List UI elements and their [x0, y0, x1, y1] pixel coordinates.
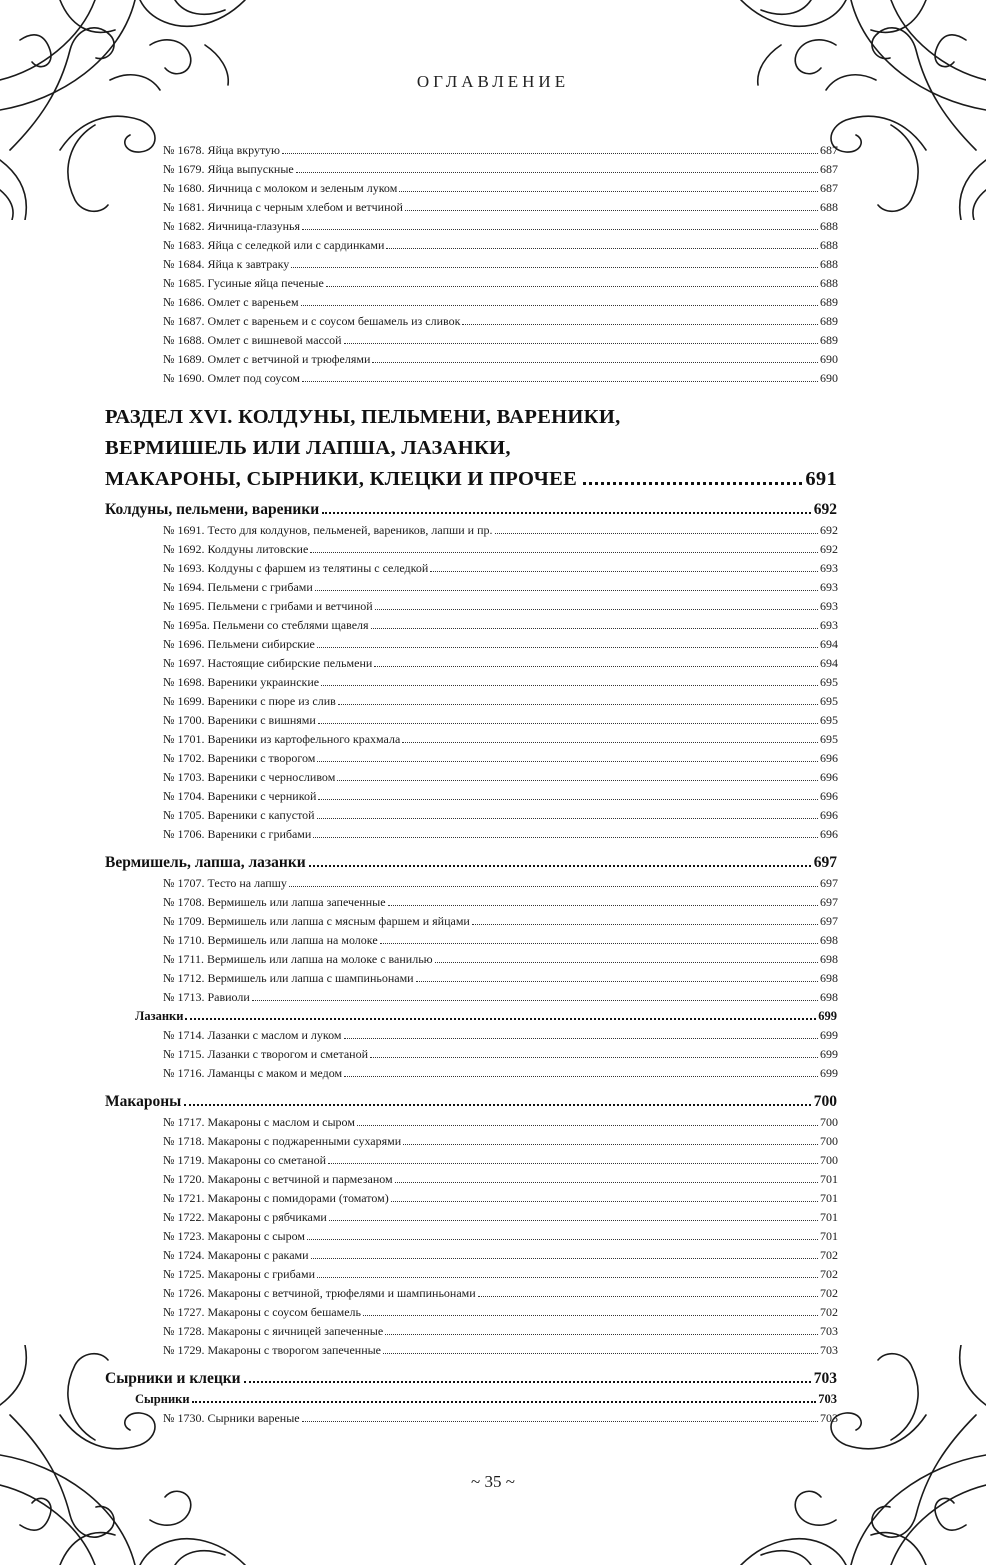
- toc-entry-label: № 1688. Омлет с вишневой массой: [163, 333, 342, 347]
- toc-entry-label: № 1712. Вермишель или лапша с шампиньонами: [163, 971, 414, 985]
- subsubsection-heading[interactable]: [105, 1007, 837, 1026]
- leader-dots: [435, 962, 818, 963]
- section-heading-line: РАЗДЕЛ XVI. КОЛДУНЫ, ПЕЛЬМЕНИ, ВАРЕНИКИ,: [105, 406, 621, 428]
- leader-dots: [375, 609, 818, 610]
- toc-entry-label: № 1730. Сырники вареные: [163, 1411, 300, 1425]
- toc-entry-page: 702: [820, 1267, 838, 1281]
- toc-entry[interactable]: [105, 711, 838, 730]
- table-of-contents: [105, 141, 837, 1428]
- toc-entry[interactable]: [105, 1341, 838, 1360]
- toc-entry-page: 699: [820, 1047, 838, 1061]
- leader-dots: [386, 248, 818, 249]
- leader-dots: [315, 590, 818, 591]
- subsubsection-page: 699: [818, 1009, 837, 1023]
- toc-entry[interactable]: [105, 749, 838, 768]
- toc-entry[interactable]: [105, 217, 838, 236]
- toc-entry-page: 699: [820, 1066, 838, 1080]
- toc-entry-page: 703: [820, 1343, 838, 1357]
- leader-dots: [322, 512, 811, 514]
- toc-entry[interactable]: [105, 950, 838, 969]
- leader-dots: [252, 1000, 818, 1001]
- leader-dots: [383, 1353, 818, 1354]
- toc-entry[interactable]: [105, 331, 838, 350]
- toc-entry-page: 695: [820, 713, 838, 727]
- toc-entry-page: 689: [820, 295, 838, 309]
- toc-entry[interactable]: [105, 912, 838, 931]
- toc-entry-label: № 1701. Вареники из картофельного крахмала: [163, 732, 401, 746]
- toc-entry-label: № 1705. Вареники с капустой: [163, 808, 315, 822]
- toc-entry-label: № 1728. Макароны с яичницей запеченные: [163, 1324, 384, 1338]
- toc-entry[interactable]: [105, 274, 838, 293]
- toc-entry-page: 699: [820, 1028, 838, 1042]
- toc-entry[interactable]: [105, 1026, 838, 1045]
- toc-entry-label: № 1721. Макароны с помидорами (томатом): [163, 1191, 389, 1205]
- toc-entry-label: № 1727. Макароны с соусом бешамель: [163, 1305, 362, 1319]
- toc-entry[interactable]: [105, 293, 838, 312]
- toc-entry[interactable]: [105, 1246, 838, 1265]
- toc-entry-label: № 1717. Макароны с маслом и сыром: [163, 1115, 355, 1129]
- toc-entry-page: 698: [820, 933, 838, 947]
- leader-dots: [311, 1258, 818, 1259]
- toc-entry[interactable]: [105, 141, 838, 160]
- toc-entry-label: № 1706. Вареники с грибами: [163, 827, 312, 841]
- toc-entry[interactable]: [105, 255, 838, 274]
- toc-entry-label: № 1719. Макароны со сметаной: [163, 1153, 327, 1167]
- toc-entry[interactable]: [105, 312, 838, 331]
- toc-entry-label: № 1683. Яйца с селедкой или с сардинками: [163, 238, 385, 252]
- toc-entry-page: 688: [820, 219, 838, 233]
- leader-dots: [321, 685, 818, 686]
- subsection-title: Вермишель, лапша, лазанки: [105, 854, 306, 871]
- leader-dots: [318, 723, 818, 724]
- toc-entry[interactable]: [105, 969, 838, 988]
- toc-entry-page: 697: [820, 895, 838, 909]
- leader-dots: [402, 742, 818, 743]
- toc-entry-label: № 1691. Тесто для колдунов, пельменей, вареников, лапши и пр.: [163, 523, 493, 537]
- toc-entry-page: 693: [820, 618, 838, 632]
- toc-entry-page: 690: [820, 371, 838, 385]
- toc-entry-label: № 1685. Гусиные яйца печеные: [163, 276, 324, 290]
- toc-entry[interactable]: [105, 635, 838, 654]
- leader-dots: [184, 1104, 811, 1106]
- subsection-title: Макароны: [105, 1093, 182, 1110]
- leader-dots: [338, 704, 818, 705]
- toc-entry-label: № 1714. Лазанки с маслом и луком: [163, 1028, 342, 1042]
- toc-entry-page: 698: [820, 971, 838, 985]
- toc-entry-page: 698: [820, 952, 838, 966]
- toc-entry-label: № 1682. Яичница-глазунья: [163, 219, 301, 233]
- toc-entry-label: № 1687. Омлет с вареньем и с соусом бешамель из сливок: [163, 314, 461, 328]
- toc-entry-page: 700: [820, 1115, 838, 1129]
- subsection-title: Сырники и клецки: [105, 1370, 241, 1387]
- toc-entry-label: № 1694. Пельмени с грибами: [163, 580, 313, 594]
- leader-dots: [391, 1201, 818, 1202]
- toc-entry[interactable]: [105, 654, 838, 673]
- toc-entry[interactable]: [105, 931, 838, 950]
- leader-dots: [405, 210, 818, 211]
- toc-entry-page: 701: [820, 1210, 838, 1224]
- toc-entry-label: № 1720. Макароны с ветчиной и пармезаном: [163, 1172, 393, 1186]
- toc-entry[interactable]: [105, 806, 838, 825]
- section-heading-line: ВЕРМИШЕЛЬ ИЛИ ЛАПША, ЛАЗАНКИ,: [105, 437, 511, 459]
- subsection-heading[interactable]: [105, 499, 837, 521]
- leader-dots: [472, 924, 818, 925]
- leader-dots: [296, 172, 818, 173]
- toc-entry-label: № 1698. Вареники украинские: [163, 675, 320, 689]
- running-title: ОГЛАВЛЕНИЕ: [416, 72, 570, 91]
- leader-dots: [344, 1038, 819, 1039]
- toc-entry-page: 696: [820, 827, 838, 841]
- leader-dots: [388, 905, 818, 906]
- toc-entry-label: № 1729. Макароны с творогом запеченные: [163, 1343, 381, 1357]
- toc-entry-page: 702: [820, 1248, 838, 1262]
- leader-dots: [328, 1163, 818, 1164]
- toc-entry[interactable]: [105, 1189, 838, 1208]
- leader-dots: [291, 267, 818, 268]
- toc-entry-label: № 1710. Вермишель или лапша на молоке: [163, 933, 378, 947]
- toc-entry-label: № 1726. Макароны с ветчиной, трюфелями и шампиньонами: [163, 1286, 476, 1300]
- toc-entry-page: 698: [820, 990, 838, 1004]
- toc-entry-page: 692: [820, 542, 838, 556]
- leader-dots: [395, 1182, 818, 1183]
- toc-entry[interactable]: [105, 1284, 838, 1303]
- section-heading-line: МАКАРОНЫ, СЫРНИКИ, КЛЕЦКИ И ПРОЧЕЕ: [105, 468, 578, 490]
- subsubsection-title: Лазанки: [135, 1009, 184, 1023]
- leader-dots: [374, 666, 818, 667]
- toc-entry-label: № 1686. Омлет с вареньем: [163, 295, 299, 309]
- leader-dots: [403, 1144, 818, 1145]
- toc-entry-label: № 1695а. Пельмени со стеблями щавеля: [163, 618, 369, 632]
- section-heading[interactable]: [105, 402, 837, 495]
- toc-entry[interactable]: [105, 1409, 838, 1428]
- leader-dots: [317, 1277, 818, 1278]
- toc-entry-label: № 1692. Колдуны литовские: [163, 542, 309, 556]
- toc-entry-label: № 1690. Омлет под соусом: [163, 371, 301, 385]
- leader-dots: [244, 1381, 811, 1383]
- toc-entry-label: № 1679. Яйца выпускные: [163, 162, 294, 176]
- toc-entry[interactable]: [105, 730, 838, 749]
- toc-entry-label: № 1724. Макароны с раками: [163, 1248, 309, 1262]
- leader-dots: [462, 324, 818, 325]
- toc-entry-page: 694: [820, 656, 838, 670]
- toc-entry[interactable]: [105, 540, 838, 559]
- toc-entry-page: 695: [820, 694, 838, 708]
- leader-dots: [495, 533, 819, 534]
- toc-entry-page: 700: [820, 1153, 838, 1167]
- subsection-page: 703: [813, 1370, 837, 1387]
- toc-entry-page: 696: [820, 808, 838, 822]
- toc-entry-label: № 1678. Яйца вкрутую: [163, 143, 281, 157]
- toc-entry-page: 688: [820, 200, 838, 214]
- toc-entry[interactable]: [105, 1227, 838, 1246]
- toc-entry-label: № 1684. Яйца к завтраку: [163, 257, 290, 271]
- toc-entry-label: № 1725. Макароны с грибами: [163, 1267, 316, 1281]
- toc-entry-label: № 1722. Макароны с рябчиками: [163, 1210, 327, 1224]
- toc-entry[interactable]: [105, 1045, 838, 1064]
- subsection-page: 700: [813, 1093, 837, 1110]
- toc-entry[interactable]: [105, 1064, 838, 1083]
- toc-entry[interactable]: [105, 1113, 838, 1132]
- leader-dots: [317, 647, 818, 648]
- toc-entry-label: № 1700. Вареники с вишнями: [163, 713, 316, 727]
- toc-entry-page: 687: [820, 162, 838, 176]
- leader-dots: [344, 1076, 818, 1077]
- leader-dots: [385, 1334, 818, 1335]
- toc-entry[interactable]: [105, 160, 838, 179]
- toc-entry[interactable]: [105, 1303, 838, 1322]
- leader-dots: [344, 343, 818, 344]
- subsubsection-page: 703: [818, 1392, 837, 1406]
- toc-entry-page: 702: [820, 1305, 838, 1319]
- leader-dots: [313, 837, 818, 838]
- leader-dots: [478, 1296, 818, 1297]
- toc-entry-page: 703: [820, 1411, 838, 1425]
- toc-entry-page: 701: [820, 1172, 838, 1186]
- leader-dots: [329, 1220, 818, 1221]
- toc-entry-page: 690: [820, 352, 838, 366]
- leader-dots: [337, 780, 818, 781]
- toc-entry[interactable]: [105, 893, 838, 912]
- toc-entry-label: № 1709. Вермишель или лапша с мясным фаршем и яйцами: [163, 914, 470, 928]
- toc-entry[interactable]: [105, 692, 838, 711]
- entry-list-top: [105, 141, 837, 388]
- toc-entry-page: 700: [820, 1134, 838, 1148]
- toc-entry[interactable]: [105, 350, 838, 369]
- toc-entry-label: № 1696. Пельмени сибирские: [163, 637, 315, 651]
- page-number: ~ 35 ~: [471, 1472, 515, 1491]
- toc-entry[interactable]: [105, 1132, 838, 1151]
- toc-entry-label: № 1702. Вареники с творогом: [163, 751, 316, 765]
- leader-dots: [326, 286, 818, 287]
- toc-entry[interactable]: [105, 521, 838, 540]
- leader-dots: [185, 1018, 816, 1020]
- toc-entry[interactable]: [105, 179, 838, 198]
- toc-entry[interactable]: [105, 1170, 838, 1189]
- toc-entry[interactable]: [105, 1322, 838, 1341]
- subsection-page: 692: [813, 501, 837, 518]
- toc-entry-page: 701: [820, 1191, 838, 1205]
- toc-entry-label: № 1697. Настоящие сибирские пельмени: [163, 656, 373, 670]
- toc-entry-page: 693: [820, 599, 838, 613]
- leader-dots: [192, 1401, 817, 1403]
- toc-entry-label: № 1711. Вермишель или лапша на молоке с ванилью: [163, 952, 433, 966]
- toc-entry-page: 693: [820, 580, 838, 594]
- toc-entry[interactable]: [105, 236, 838, 255]
- toc-entry-label: № 1713. Равиоли: [163, 990, 250, 1004]
- leader-dots: [318, 799, 818, 800]
- toc-entry-label: № 1707. Тесто на лапшу: [163, 876, 287, 890]
- subsection-heading[interactable]: [105, 852, 837, 874]
- toc-entry-label: № 1693. Колдуны с фаршем из телятины с селедкой: [163, 561, 429, 575]
- leader-dots: [309, 865, 811, 867]
- toc-entry-label: № 1708. Вермишель или лапша запеченные: [163, 895, 386, 909]
- leader-dots: [372, 362, 818, 363]
- subsubsection-heading[interactable]: [105, 1390, 837, 1409]
- toc-entry[interactable]: [105, 559, 838, 578]
- toc-entry-page: 687: [820, 181, 838, 195]
- subsection-heading[interactable]: [105, 1091, 837, 1113]
- toc-entry[interactable]: [105, 673, 838, 692]
- leader-dots: [371, 628, 818, 629]
- subsection-page: 697: [813, 854, 837, 871]
- toc-entry-label: № 1723. Макароны с сыром: [163, 1229, 305, 1243]
- toc-entry-page: 696: [820, 789, 838, 803]
- toc-entry-page: 694: [820, 637, 838, 651]
- toc-entry-label: № 1703. Вареники с черносливом: [163, 770, 336, 784]
- leader-dots: [310, 552, 818, 553]
- toc-entry-page: 688: [820, 257, 838, 271]
- leader-dots: [317, 818, 818, 819]
- toc-entry-page: 703: [820, 1324, 838, 1338]
- toc-entry-label: № 1695. Пельмени с грибами и ветчиной: [163, 599, 373, 613]
- toc-entry-page: 688: [820, 276, 838, 290]
- toc-entry-page: 693: [820, 561, 838, 575]
- leader-dots: [289, 886, 818, 887]
- toc-entry[interactable]: [105, 1265, 838, 1284]
- section-page: 691: [805, 468, 837, 490]
- toc-entry[interactable]: [105, 825, 838, 844]
- leader-dots: [357, 1125, 818, 1126]
- toc-entry[interactable]: [105, 198, 838, 217]
- toc-entry-page: 695: [820, 675, 838, 689]
- leader-dots: [430, 571, 818, 572]
- toc-entry-label: № 1680. Яичница с молоком и зеленым луком: [163, 181, 398, 195]
- toc-entry[interactable]: [105, 616, 838, 635]
- leader-dots: [307, 1239, 818, 1240]
- toc-entry-page: 696: [820, 751, 838, 765]
- leader-dots: [416, 981, 818, 982]
- toc-entry[interactable]: [105, 874, 838, 893]
- toc-entry-page: 701: [820, 1229, 838, 1243]
- leader-dots: [583, 482, 802, 485]
- leader-dots: [302, 229, 818, 230]
- toc-entry-page: 697: [820, 876, 838, 890]
- toc-entry-page: 702: [820, 1286, 838, 1300]
- toc-entry[interactable]: [105, 787, 838, 806]
- toc-entry[interactable]: [105, 597, 838, 616]
- toc-entry-page: 697: [820, 914, 838, 928]
- toc-entry-label: № 1699. Вареники с пюре из слив: [163, 694, 336, 708]
- toc-entry[interactable]: [105, 369, 838, 388]
- subsection-title: Колдуны, пельмени, вареники: [105, 501, 320, 518]
- toc-entry-page: 687: [820, 143, 838, 157]
- toc-entry-label: № 1716. Ламанцы с маком и медом: [163, 1066, 343, 1080]
- toc-entry-label: № 1689. Омлет с ветчиной и трюфелями: [163, 352, 371, 366]
- subsection-heading[interactable]: [105, 1368, 837, 1390]
- toc-entry[interactable]: [105, 1151, 838, 1170]
- toc-entry-page: 692: [820, 523, 838, 537]
- leader-dots: [301, 305, 818, 306]
- toc-entry-page: 689: [820, 333, 838, 347]
- toc-entry-page: 696: [820, 770, 838, 784]
- leader-dots: [317, 761, 818, 762]
- toc-entry[interactable]: [105, 988, 838, 1007]
- leader-dots: [302, 1421, 818, 1422]
- toc-entry-label: № 1718. Макароны с поджаренными сухарями: [163, 1134, 402, 1148]
- toc-entry[interactable]: [105, 1208, 838, 1227]
- leader-dots: [370, 1057, 818, 1058]
- leader-dots: [302, 381, 818, 382]
- toc-entry-label: № 1715. Лазанки с творогом и сметаной: [163, 1047, 369, 1061]
- leader-dots: [282, 153, 818, 154]
- leader-dots: [380, 943, 818, 944]
- toc-entry[interactable]: [105, 578, 838, 597]
- toc-entry-page: 689: [820, 314, 838, 328]
- toc-entry-label: № 1681. Яичница с черным хлебом и ветчиной: [163, 200, 403, 214]
- toc-entry-label: № 1704. Вареники с черникой: [163, 789, 317, 803]
- subsubsection-title: Сырники: [135, 1392, 190, 1406]
- leader-dots: [399, 191, 818, 192]
- toc-entry[interactable]: [105, 768, 838, 787]
- leader-dots: [363, 1315, 818, 1316]
- toc-entry-page: 688: [820, 238, 838, 252]
- toc-entry-page: 695: [820, 732, 838, 746]
